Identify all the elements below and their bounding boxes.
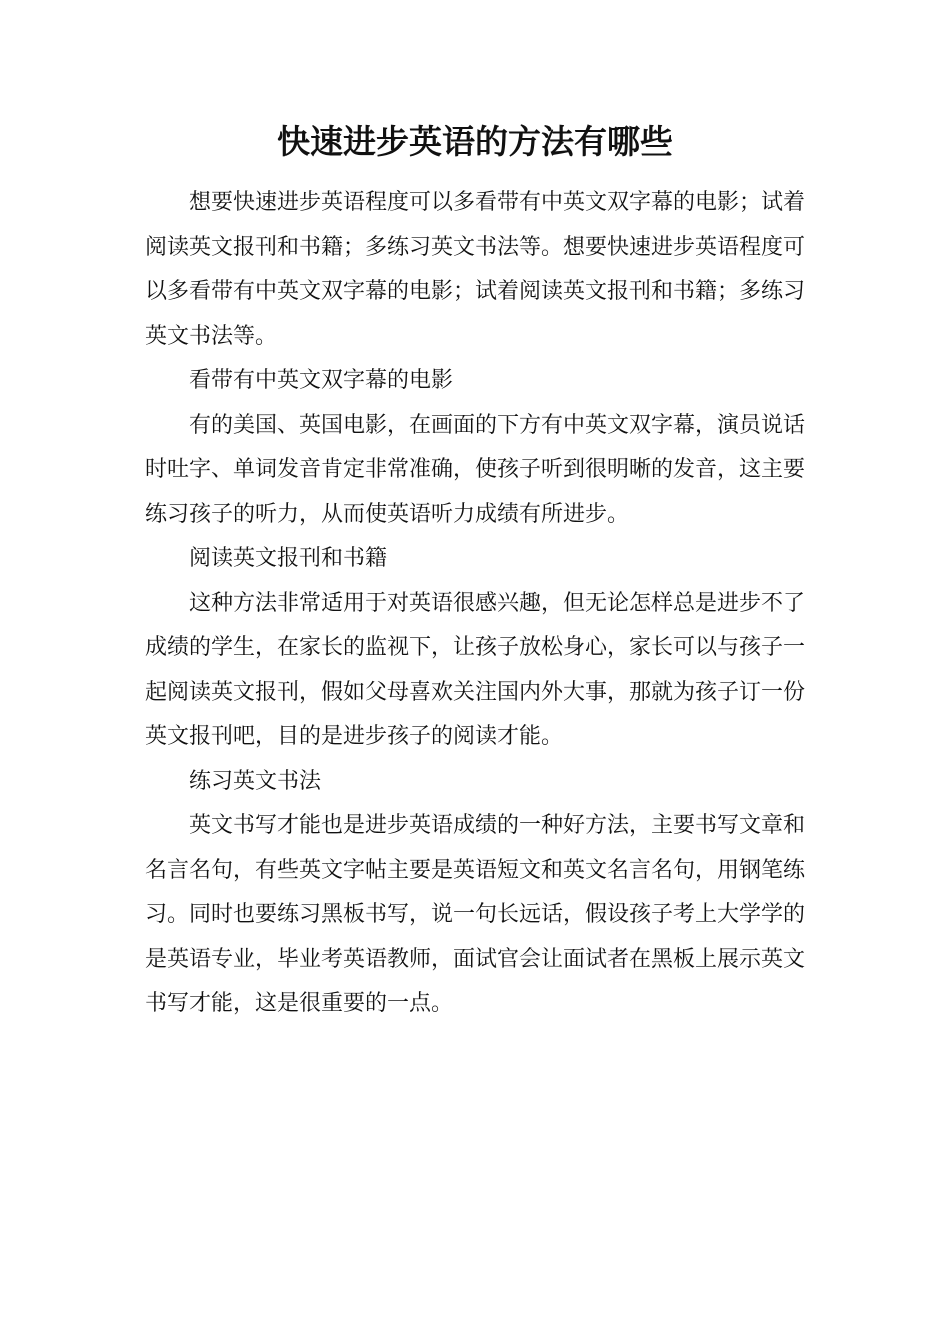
subtitled-movies-paragraph: 有的美国、英国电影，在画面的下方有中英文双字幕，演员说话时吐字、单词发音肯定非常准确，使孩子听到很明晰的发音，这主要练习孩子的听力，从而使英语听力成绩有所进步。 — [145, 412, 806, 527]
section-heading-reading: 阅读英文报刊和书籍 — [189, 546, 388, 571]
document-body — [145, 181, 805, 1027]
calligraphy-paragraph: 英文书写才能也是进步英语成绩的一种好方法，主要书写文章和名言名句，有些英文字帖主要是英语短文和英文名言名句，用钢笔练习。同时也要练习黑板书写，说一句长远话，假设孩子考上大学学的是英语专业，毕业考英语教师，面试官会让面试者在黑板上展示英文书写才能，这是很重要的一点。 — [145, 813, 806, 1016]
section-heading-subtitled-movies: 看带有中英文双字幕的电影 — [189, 368, 454, 393]
section-heading-calligraphy: 练习英文书法 — [189, 768, 322, 794]
document-title: 快速进步英语的方法有哪些 — [277, 122, 673, 161]
intro-paragraph: 想要快速进步英语程度可以多看带有中英文双字幕的电影；试着阅读英文报刊和书籍；多练习英文书法等。想要快速进步英语程度可以多看带有中英文双字幕的电影；试着阅读英文报刊和书籍；多练习英文书法等。 — [145, 190, 806, 349]
reading-paragraph: 这种方法非常适用于对英语很感兴趣，但无论怎样总是进步不了成绩的学生，在家长的监视下，让孩子放松身心，家长可以与孩子一起阅读英文报刊，假如父母喜欢关注国内外大事，那就为孩子订一份英文报刊吧，目的是进步孩子的阅读才能。 — [145, 590, 806, 749]
